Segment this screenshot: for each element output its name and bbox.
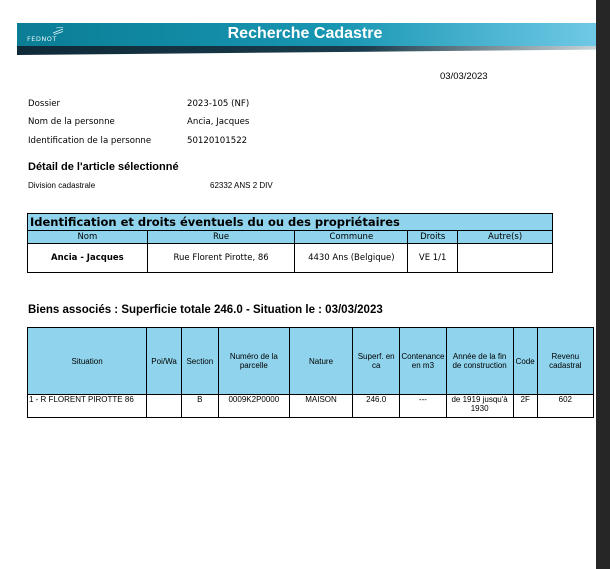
biens-col-revenu: Revenu cadastral xyxy=(537,328,593,395)
biens-col-section: Section xyxy=(181,328,218,395)
division-value: 62332 ANS 2 DIV xyxy=(210,181,273,190)
biens-col-poiwa: Poi/Wa xyxy=(147,328,182,395)
fednot-logo xyxy=(27,26,67,44)
owners-col-commune: Commune xyxy=(295,231,408,244)
info-label-person-name: Nom de la personne xyxy=(28,117,115,127)
biens-col-nature: Nature xyxy=(290,328,353,395)
owner-nom: Ancia - Jacques xyxy=(28,244,148,273)
page-title: Recherche Cadastre xyxy=(227,25,383,42)
info-value-person-id: 50120101522 xyxy=(187,136,248,146)
biens-col-situation: Situation xyxy=(28,328,147,395)
biens-heading: Biens associés : Superficie totale 246.0 - Situation le : 03/03/2023 xyxy=(28,304,383,316)
info-label-dossier: Dossier xyxy=(28,99,61,109)
owners-col-nom: Nom xyxy=(28,231,148,244)
viewer-scroll-edge xyxy=(596,0,610,569)
biens-col-code: Code xyxy=(513,328,537,395)
header-underline xyxy=(17,46,596,55)
biens-col-parcelle: Numéro de la parcelle xyxy=(218,328,289,395)
biens-col-superf: Superf. en ca xyxy=(353,328,400,395)
bien-contenance: --- xyxy=(400,395,446,418)
owners-col-autres: Autre(s) xyxy=(458,231,553,244)
info-value-dossier: 2023-105 (NF) xyxy=(187,99,250,109)
report-date: 03/03/2023 xyxy=(440,71,488,82)
logo-text: FEDNOT xyxy=(27,35,57,43)
bien-annee: de 1919 jusqu'à 1930 xyxy=(446,395,513,418)
owners-col-droits: Droits xyxy=(408,231,458,244)
division-label: Division cadastrale xyxy=(28,181,96,190)
bien-code: 2F xyxy=(513,395,537,418)
detail-heading: Détail de l'article sélectionné xyxy=(28,161,179,173)
bien-poiwa xyxy=(147,395,182,418)
owners-table xyxy=(27,213,553,273)
table-row xyxy=(28,395,594,418)
bien-situation: 1 - R FLORENT PIROTTE 86 xyxy=(28,395,147,418)
table-row xyxy=(28,244,553,273)
bien-superf: 246.0 xyxy=(353,395,400,418)
info-value-person-name: Ancia, Jacques xyxy=(187,117,250,127)
logo-mark-icon xyxy=(52,27,64,35)
owner-commune: 4430 Ans (Belgique) xyxy=(295,244,408,273)
owners-col-rue: Rue xyxy=(147,231,295,244)
bien-parcelle: 0009K2P0000 xyxy=(218,395,289,418)
bien-nature: MAISON xyxy=(290,395,353,418)
bien-section: B xyxy=(181,395,218,418)
owner-rue: Rue Florent Pirotte, 86 xyxy=(147,244,295,273)
owner-droits: VE 1/1 xyxy=(408,244,458,273)
info-label-person-id: Identification de la personne xyxy=(28,136,152,146)
biens-table xyxy=(27,327,594,418)
biens-col-annee: Année de la fin de construction xyxy=(446,328,513,395)
owners-table-title: Identification et droits éventuels du ou des propriétaires xyxy=(28,214,553,231)
owner-autres xyxy=(458,244,553,273)
bien-revenu: 602 xyxy=(537,395,593,418)
biens-col-contenance: Contenance en m3 xyxy=(400,328,446,395)
